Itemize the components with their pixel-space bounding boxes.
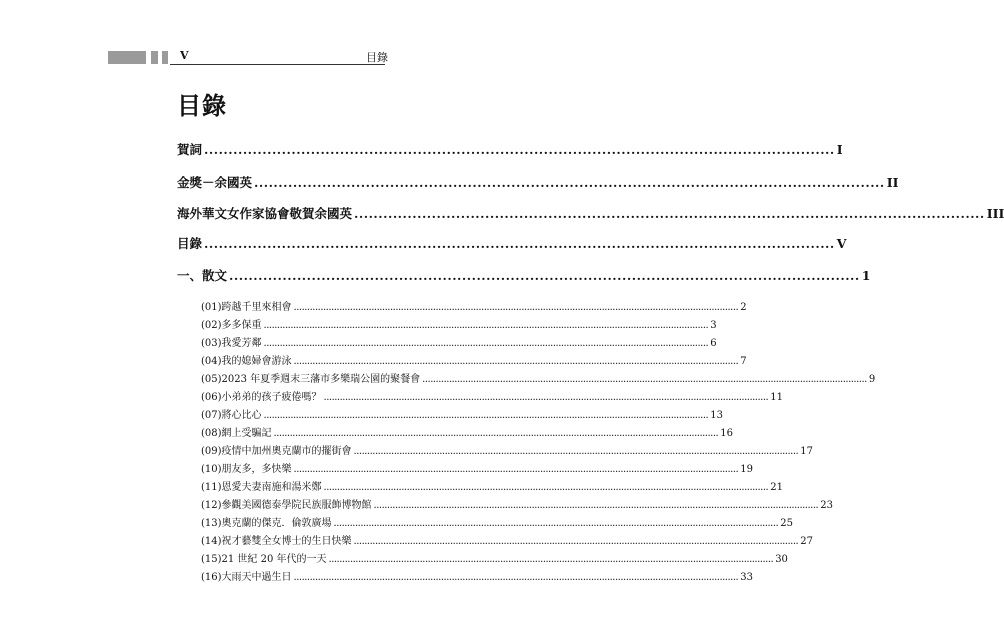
toc-entry-page: 21 (770, 482, 783, 493)
dot-leader: .................................................................................................................................. (229, 268, 860, 283)
toc-entry-page: 6 (710, 338, 717, 349)
dot-leader: .................................................................................................................................. (204, 142, 835, 157)
dot-leader: ...................................................................................................................................................................... (333, 518, 779, 529)
toc-minor-entry[interactable] (201, 532, 813, 547)
header-block (108, 51, 146, 64)
toc-minor-entry[interactable] (201, 460, 753, 475)
toc-entry-page: 9 (868, 374, 876, 385)
toc-major-entry[interactable] (177, 140, 843, 157)
toc-entry-title: (09)疫情中加州奧克蘭市的擺街會 (201, 446, 352, 457)
toc-entry-page: 27 (800, 536, 813, 547)
toc-entry-title: (16)大雨天中過生日 (201, 572, 292, 583)
toc-minor-entry[interactable] (201, 316, 717, 331)
toc-minor-entry[interactable] (201, 406, 723, 421)
toc-entry-page: 17 (800, 446, 813, 457)
toc-entry-title: (14)祝才藝雙全女博士的生日快樂 (201, 536, 352, 547)
toc-entry-title: 一、散文 (177, 268, 228, 283)
toc-major-entry[interactable] (177, 234, 847, 251)
toc-entry-page: 23 (820, 500, 833, 511)
toc-entry-page: 33 (740, 572, 753, 583)
dot-leader: ...................................................................................................................................................................... (263, 320, 709, 331)
toc-minor-entry[interactable] (201, 442, 813, 457)
toc-minor-entry[interactable] (201, 298, 747, 313)
toc-entry-title: 目錄 (177, 236, 203, 251)
toc-minor-entry[interactable] (201, 334, 717, 349)
toc-entry-page: V (836, 236, 847, 251)
toc-entry-title: (11)恩愛夫妻南施和湯米鄭 (201, 482, 322, 493)
toc-minor-entry[interactable] (201, 514, 793, 529)
toc-entry-page: I (836, 142, 843, 157)
toc-entry-title: (02)多多保重 (201, 320, 262, 331)
toc-entry-title: 金獎－余國英 (177, 175, 253, 190)
toc-entry-page: 25 (780, 518, 793, 529)
toc-entry-title: (03)我愛芳鄰 (201, 338, 262, 349)
toc-major-entry[interactable] (177, 173, 899, 190)
dot-leader: ...................................................................................................................................................................... (293, 302, 739, 313)
toc-minor-entry[interactable] (201, 496, 833, 511)
header-block (162, 51, 168, 64)
toc-entry-page: 11 (770, 392, 783, 403)
dot-leader: ...................................................................................................................................................................... (323, 482, 769, 493)
dot-leader: ...................................................................................................................................................................... (328, 554, 774, 565)
toc-entry-title: (15)21 世紀 20 年代的一天 (201, 554, 327, 565)
dot-leader: ...................................................................................................................................................................... (353, 536, 799, 547)
toc-entry-page: 3 (710, 320, 717, 331)
dot-leader: ...................................................................................................................................................................... (373, 500, 819, 511)
header-block (151, 51, 158, 64)
toc-entry-page: 13 (710, 410, 723, 421)
toc-minor-entry[interactable] (201, 424, 733, 439)
dot-leader: .................................................................................................................................. (254, 175, 885, 190)
dot-leader: ...................................................................................................................................................................... (263, 338, 709, 349)
dot-leader: ...................................................................................................................................................................... (293, 356, 739, 367)
toc-entry-title: (04)我的媳婦會游泳 (201, 356, 292, 367)
dot-leader: .................................................................................................................................. (204, 236, 835, 251)
dot-leader: ...................................................................................................................................................................... (422, 374, 867, 385)
toc-minor-entry[interactable] (201, 568, 753, 583)
dot-leader: .................................................................................................................................. (354, 206, 985, 221)
toc-entry-title: (06)小弟弟的孩子疲倦嗎？ (201, 392, 322, 403)
toc-entry-title: (12)參觀美國德泰學院民族服飾博物館 (201, 500, 372, 511)
toc-minor-entry[interactable] (201, 550, 788, 565)
dot-leader: ...................................................................................................................................................................... (273, 428, 719, 439)
dot-leader: ...................................................................................................................................................................... (293, 464, 739, 475)
toc-entry-title: (07)將心比心 (201, 410, 262, 421)
header-decoration (108, 51, 168, 64)
dot-leader: ...................................................................................................................................................................... (293, 572, 739, 583)
toc-entry-title: (13)奧克蘭的傑克．倫敦廣場 (201, 518, 332, 529)
toc-entry-title: (05)2023 年夏季週末三藩市多樂瑞公園的聚餐會 (201, 374, 421, 385)
header-rule (170, 64, 385, 65)
toc-minor-entry[interactable] (201, 478, 783, 493)
page-title: 目錄 (177, 91, 227, 120)
toc-entry-page: 1 (861, 268, 871, 283)
toc-entry-page: II (886, 175, 899, 190)
toc-entry-page: 7 (740, 356, 747, 367)
toc-entry-page: 2 (740, 302, 747, 313)
toc-entry-page: 16 (720, 428, 733, 439)
toc-major-entry[interactable] (177, 266, 871, 283)
running-title: 目錄 (366, 51, 388, 64)
toc-entry-title: 海外華文女作家協會敬賀余國英 (177, 206, 353, 221)
toc-entry-title: (08)網上受騙記 (201, 428, 272, 439)
dot-leader: ...................................................................................................................................................................... (263, 410, 709, 421)
toc-entry-page: 30 (775, 554, 788, 565)
page-number: V (180, 49, 189, 62)
toc-minor-entry[interactable] (201, 352, 747, 367)
toc-minor-entry[interactable] (201, 370, 876, 385)
toc-entry-page: 19 (740, 464, 753, 475)
toc-entry-page: III (986, 206, 1004, 221)
dot-leader: ...................................................................................................................................................................... (323, 392, 769, 403)
toc-entry-title: (10)朋友多，多快樂 (201, 464, 292, 475)
toc-minor-entry[interactable] (201, 388, 783, 403)
toc-major-entry[interactable] (177, 204, 1004, 221)
dot-leader: ...................................................................................................................................................................... (353, 446, 799, 457)
toc-entry-title: 賀詞 (177, 142, 203, 157)
toc-entry-title: (01)跨越千里來相會 (201, 302, 292, 313)
